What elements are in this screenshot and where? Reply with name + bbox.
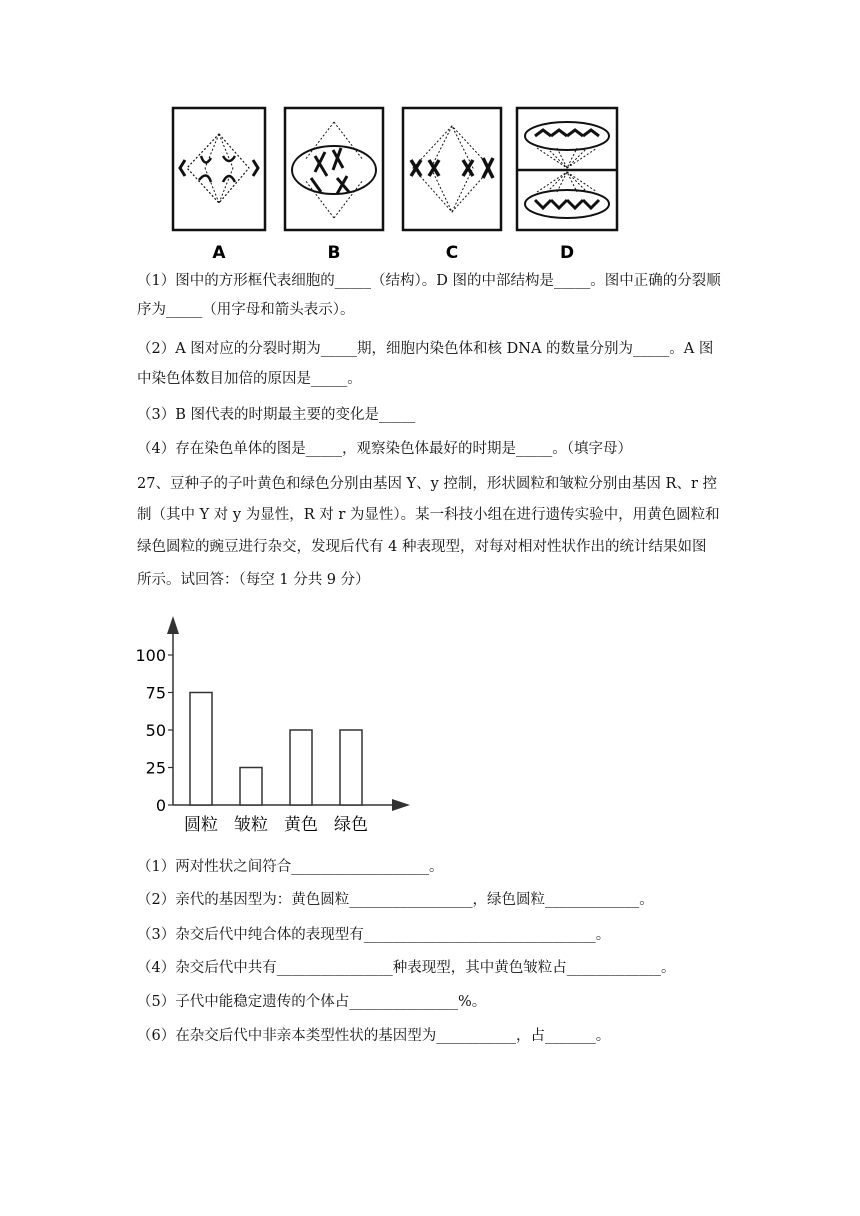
cell-label-c: C [445,243,459,263]
cell-label-b: B [327,243,341,263]
q27-sub-line-1: （1）两对性状之间符合___________________。 [137,859,444,875]
q27-sub-line-3: （3）杂交后代中纯合体的表现型有________________________________。 [137,927,611,943]
q26-line-3: （2）A 图对应的分裂时期为_____期，细胞内染色体和核 DNA 的数量分别为_____。A 图 [137,341,714,357]
chart-y-axis-arrow [167,616,179,634]
q27-line-2: 制（其中 Y 对 y 为显性，R 对 r 为显性）。某一科技小组在进行遗传实验中，用黄色圆粒和 [137,507,720,523]
q27-sub-line-5: （5）子代中能稳定遗传的个体占_______________%。 [137,994,487,1010]
chart-bar-1 [190,693,212,806]
chart-category-label: 圆粒 [184,815,218,835]
cell-division-figure [165,100,625,265]
cell-label-d: D [559,243,575,263]
chart-category-label: 绿色 [334,815,368,835]
q26-line-1: （1）图中的方形框代表细胞的_____（结构）。D 图的中部结构是_____。图中正确的分裂顺 [137,273,721,289]
q27-line-3: 绿色圆粒的豌豆进行杂交，发现后代有 4 种表现型，对每对相对性状作出的统计结果如图 [137,539,707,555]
chart-bar-4 [340,730,362,805]
q27-line-4: 所示。试回答：（每空 1 分共 9 分） [137,572,370,588]
cell-c-diagram [403,108,501,230]
chart-bar-3 [290,730,312,805]
chart-y-tick-label: 25 [145,758,166,778]
cell-a-diagram [173,108,265,230]
q26-line-4: 中染色体数目加倍的原因是_____。 [137,371,362,387]
q26-line-6: （4）存在染色单体的图是_____，观察染色体最好的时期是_____。（填字母） [137,441,632,457]
trait-ratio-bar-chart [130,610,430,840]
chart-bar-2 [240,768,262,806]
chart-category-label: 黄色 [284,815,318,835]
chart-y-tick-label: 50 [145,721,166,740]
chart-y-tick-label: 100 [135,646,166,665]
q27-sub-line-2: （2）亲代的基因型为：黄色圆粒_________________，绿色圆粒_____________。 [137,892,654,908]
cell-b-diagram [285,108,383,230]
q27-sub-line-4: （4）杂交后代中共有________________种表现型，其中黄色皱粒占_____________。 [137,960,676,976]
q27-line-1: 27、豆种子的子叶黄色和绿色分别由基因 Y、y 控制，形状圆粒和皱粒分别由基因 R、r 控 [137,476,717,492]
chart-y-tick-label: 75 [145,683,166,703]
chart-x-axis-arrow [392,799,410,811]
chart-category-label: 皱粒 [234,815,268,835]
q26-line-2: 序为_____（用字母和箭头表示）。 [137,302,355,318]
q26-line-5: （3）B 图代表的时期最主要的变化是_____ [137,407,416,423]
q27-sub-line-6: （6）在杂交后代中非亲本类型性状的基因型为___________，占_______。 [137,1028,611,1044]
cell-label-a: A [212,243,226,263]
chart-y-tick-label: 0 [155,796,166,815]
cell-d-diagram [517,108,617,230]
